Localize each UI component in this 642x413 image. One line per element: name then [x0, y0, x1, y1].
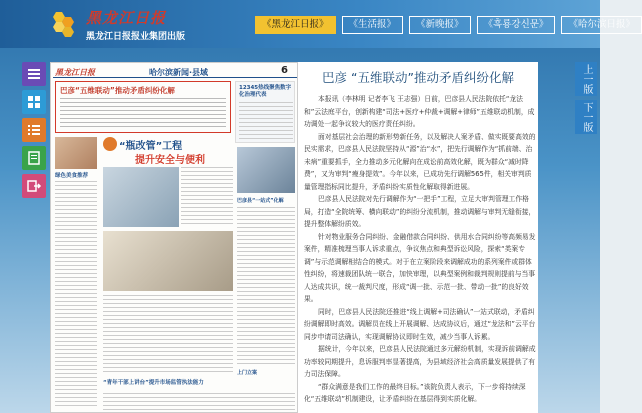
left-column-headline: 绿色美食推荐 — [55, 173, 89, 179]
side-story[interactable] — [235, 81, 295, 143]
side-story-lines — [239, 102, 293, 140]
export-button[interactable] — [22, 174, 46, 198]
layout-grid-button[interactable] — [22, 90, 46, 114]
grid-icon — [27, 95, 41, 109]
document-icon — [27, 151, 41, 165]
newspaper-tabs — [255, 16, 642, 34]
left-photo — [55, 137, 97, 169]
feature-headline-1: “瓶改管”工程 — [119, 141, 183, 152]
paper-section: 哈尔滨新闻·县域 — [149, 68, 209, 77]
bottom-lines — [103, 393, 295, 411]
article-body — [304, 93, 536, 406]
feature-photo-2 — [103, 231, 233, 291]
article-paragraph: 同时，巴彦县人民法院还推进“线上调解+司法确认”一站式联动，矛盾纠纷调解即时高效。调解员在线上开展调解、达成协议后，通过“龙法和”云平台同步申请司法确认，实现调解协议即时生效，减少当事人诉累。 — [304, 307, 536, 341]
previous-page-button[interactable]: 上一版 — [575, 62, 597, 96]
menu-icon — [27, 67, 41, 81]
brand-subtitle: 黑龙江日报报业集团出版 — [86, 32, 186, 42]
quote-badge — [103, 137, 117, 151]
brand-title: 黑龙江日报 — [86, 9, 167, 27]
article-paragraph: 据统计，今年以来，巴彦县人民法院通过多元解纷机制，实现诉前调解成功率较同期提升，息诉服判率显著提高，为县域经济社会高质量发展提供了有力司法保障。 — [304, 345, 536, 378]
article-paragraph: “群众满意是我们工作的最终目标。”该院负责人表示，下一步将持续深化“五维联动”机制建设，让矛盾纠纷在基层得到实质化解。 — [304, 382, 526, 403]
right-photo — [237, 147, 295, 193]
article-text-lines — [60, 98, 226, 130]
article-title: 巴彦 “五维联动”推动矛盾纠纷化解 — [322, 70, 514, 85]
article-paragraph: 本报讯（李林明 记者李飞 王志强）日前，巴彦县人民法院依托“龙法和”云法庭平台，创新构建“司法+医疗+仲裁+调解+律师”五维联动机制，成功调处一起争议较大的医疗责任纠纷。 — [304, 95, 535, 128]
side-story-title: 12345热线聚焦数字化治理代表 — [239, 85, 292, 98]
highlighted-article-box[interactable] — [55, 81, 231, 133]
menu-button[interactable] — [22, 62, 46, 86]
paper-page-number: 6 — [281, 65, 288, 76]
article-paragraph: 巴彦县人民法院对先行调解作为“一把手”工程，立足大审判管理工作格局，打造“全院统筹、横向联动”的纠纷分流机制，推动调解与审判无缝衔接，提升整体解纷质效。 — [304, 195, 536, 228]
next-page-button[interactable]: 下一版 — [575, 100, 597, 134]
article-panel — [298, 62, 538, 413]
export-icon — [27, 179, 41, 193]
article-paragraph: 面对基层社会治理的新形势新任务，以及解决人案矛盾、做实既要高效的民实需求，巴彦县人民法院坚持从“源”治“水”，把先行调解作为“抓前端、治未病”重要抓手，全力推动多元化解向在成讼前高效化解，既为群众“减时降费”，又为审判“瘦身提效”。今年以来，已成功先行调解565件，相关审判质量管理指标同比提升，矛盾纠纷实质性化解取得新进展。 — [304, 132, 536, 191]
feature-text-lines — [103, 295, 233, 375]
paper-headline-main: 巴彦“五维联动”推动矛盾纠纷化解 — [60, 86, 175, 95]
site-header — [0, 0, 635, 48]
feature-lines — [181, 167, 233, 227]
bottom-headline: “青年干部上讲台”提升市场监管执法能力 — [103, 380, 204, 386]
paper-divider — [53, 77, 297, 78]
tab-korean-news[interactable]: 《흑룡강신문》 — [477, 16, 556, 34]
small-headline-2: 上门立案 — [237, 370, 258, 376]
logo-icon — [48, 10, 78, 40]
feature-photo — [103, 167, 179, 227]
tab-life-daily[interactable]: 《生活报》 — [342, 16, 404, 34]
document-button[interactable] — [22, 146, 46, 170]
newspaper-page[interactable] — [50, 62, 298, 413]
small-headline-1: 巴彦县“一站式”化解 — [237, 198, 284, 204]
left-column-lines — [55, 181, 97, 406]
article-paragraph: 针对物业服务合同纠纷、金融借款合同纠纷、供用水合同纠纷等高频易发案件，精准梳理当事人诉求重点，争议焦点和典型诉讼风险，探索“类案专调”与示范调解相结合的模式。对于在立案阶段来调解成功的系列案件或群体性纠纷，将速裁团队统一联合，加快审理，以典型案例和裁判规则提前与当事人达成共识，统一裁判尺度，形成“调一批、示范一批、带动一批”的良好效果。 — [304, 232, 536, 303]
tab-new-evening[interactable]: 《新晚报》 — [409, 16, 471, 34]
tab-harbin-daily[interactable]: 《哈尔滨日报》 — [561, 16, 642, 34]
list-button[interactable] — [22, 118, 46, 142]
paper-masthead: 黑龙江日报 — [55, 68, 95, 77]
right-column-lines — [237, 207, 295, 367]
list-icon — [27, 123, 41, 137]
tab-heilongjiang-daily[interactable]: 《黑龙江日报》 — [255, 16, 336, 34]
feature-headline-2: 提升安全与便利 — [135, 155, 205, 166]
